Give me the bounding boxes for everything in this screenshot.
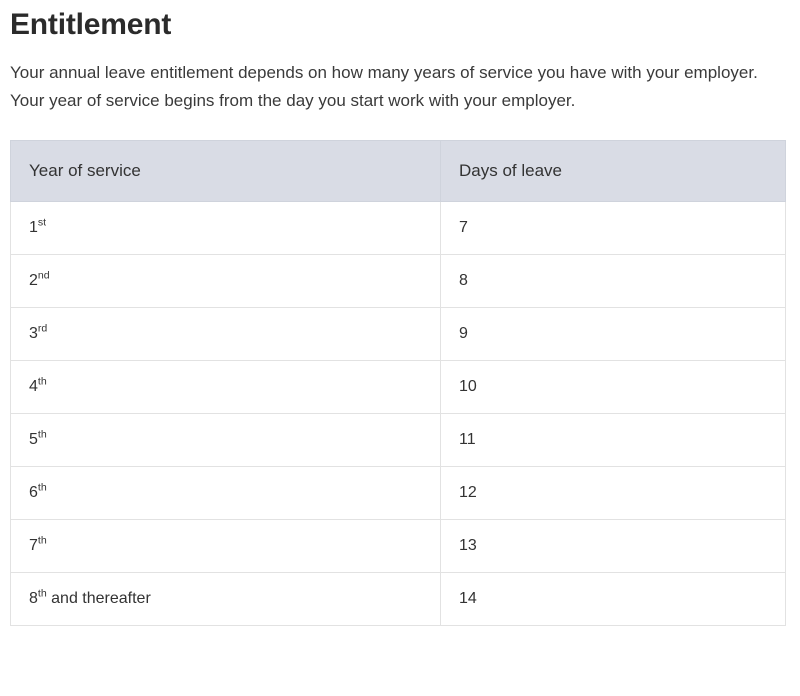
year-number: 4	[29, 378, 38, 396]
year-number: 8	[29, 590, 38, 608]
table-row	[11, 255, 786, 308]
year-number: 3	[29, 325, 38, 343]
year-suffix: st	[37, 216, 47, 229]
cell-days-of-leave: 11	[441, 414, 786, 467]
cell-days-of-leave: 9	[441, 308, 786, 361]
cell-days-of-leave: 14	[441, 573, 786, 626]
year-suffix: th	[37, 534, 47, 547]
table-row	[11, 520, 786, 573]
year-number: 2	[29, 272, 38, 290]
table-head	[11, 141, 786, 202]
year-number: 6	[29, 484, 38, 502]
intro-paragraph: Your annual leave entitlement depends on how many years of service you have with your employer. Your year of service begins from the day you start work with your employer.	[10, 63, 758, 110]
year-suffix: th	[37, 587, 47, 600]
cell-days-of-leave: 7	[441, 202, 786, 255]
cell-year-of-service	[11, 202, 441, 255]
cell-days-of-leave: 13	[441, 520, 786, 573]
cell-year-of-service	[11, 467, 441, 520]
entitlement-table	[10, 140, 786, 626]
table-row	[11, 202, 786, 255]
cell-year-of-service	[11, 255, 441, 308]
table-body	[11, 202, 786, 626]
cell-days-of-leave: 8	[441, 255, 786, 308]
table-header-row	[11, 141, 786, 202]
cell-year-of-service	[11, 414, 441, 467]
cell-year-of-service	[11, 573, 441, 626]
table-row	[11, 573, 786, 626]
year-number: 1	[29, 219, 38, 237]
table-row	[11, 308, 786, 361]
cell-year-of-service	[11, 520, 441, 573]
document-page	[0, 8, 800, 626]
year-extra: and thereafter	[46, 590, 151, 608]
table-row	[11, 467, 786, 520]
cell-days-of-leave: 10	[441, 361, 786, 414]
column-header-days-of-leave: Days of leave	[441, 141, 786, 202]
year-suffix: th	[37, 481, 47, 494]
year-suffix: nd	[37, 269, 50, 282]
table-row	[11, 361, 786, 414]
cell-year-of-service	[11, 308, 441, 361]
cell-year-of-service	[11, 361, 441, 414]
cell-days-of-leave: 12	[441, 467, 786, 520]
year-suffix: th	[37, 428, 47, 441]
year-suffix: rd	[37, 322, 48, 335]
year-number: 7	[29, 537, 38, 555]
column-header-year-of-service: Year of service	[11, 141, 441, 202]
year-suffix: th	[37, 375, 47, 388]
page-title: Entitlement	[10, 8, 172, 41]
year-number: 5	[29, 431, 38, 449]
table-row	[11, 414, 786, 467]
